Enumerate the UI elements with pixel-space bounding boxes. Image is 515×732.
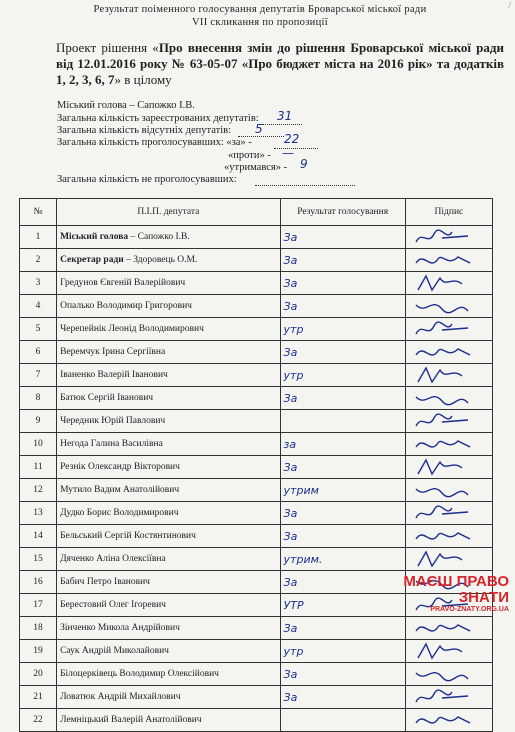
signature-cell [405,502,492,525]
registered-value: 31 [277,109,293,123]
vote-handwritten: За [283,529,298,543]
deputy-name [57,410,280,433]
deputy-fullname: Веремчук Ірина Сергіївна [60,347,166,357]
vote-handwritten: за [283,437,297,451]
table-row [20,548,493,571]
deputy-fullname: Дудко Борис Володимирович [60,508,179,518]
absent-value: 5 [255,122,263,136]
table-row [20,525,493,548]
vote-handwritten: утр [283,322,304,336]
signature-cell [405,525,492,548]
vote-result [280,502,405,525]
row-number: 8 [20,387,57,410]
table-row [20,502,493,525]
deputy-fullname: Ловатюк Андрій Михайлович [60,692,181,702]
deputy-fullname: Батюк Сергій Іванович [60,393,154,403]
vote-result [280,709,405,732]
signature-cell [405,387,492,410]
deputy-name [57,502,280,525]
signature-cell [405,456,492,479]
vote-handwritten: За [283,460,298,474]
deputy-name [57,295,280,318]
document-header [40,3,480,29]
table-row [20,456,493,479]
vote-handwritten: утрим [283,483,319,497]
against-label: «проти» - [228,150,271,161]
vote-result [280,433,405,456]
vote-handwritten: утр [283,644,304,658]
vote-handwritten: За [283,690,298,704]
vote-handwritten: За [283,575,298,589]
vote-result [280,663,405,686]
signature-scribble [412,481,478,501]
row-number: 11 [20,456,57,479]
vote-result [280,226,405,249]
deputy-name [57,640,280,663]
signature-scribble [412,251,478,271]
vote-result [280,479,405,502]
row-number: 12 [20,479,57,502]
signature-scribble [412,642,478,662]
deputy-name [57,617,280,640]
deputy-fullname: Саук Андрій Миколайович [60,646,169,656]
watermark-logo [403,574,509,613]
deputy-name [57,249,280,272]
table-row [20,364,493,387]
table-row [20,249,493,272]
row-number: 17 [20,594,57,617]
header-line-2: VII скликання по пропозиції [192,17,328,28]
project-suffix: » в цілому [114,72,172,87]
row-number: 5 [20,318,57,341]
signature-scribble [412,550,478,570]
deputy-name [57,341,280,364]
not-voted-underline [255,185,355,186]
project-title [56,40,504,88]
deputy-name [57,663,280,686]
deputy-fullname: – Здоровець О.М. [123,255,198,265]
corner-mark: / [508,0,511,10]
vote-handwritten: УТР [283,598,304,612]
deputy-name [57,456,280,479]
not-voted-label: Загальна кількість не проголосувавших: [57,174,237,185]
deputy-name [57,387,280,410]
vote-table [19,198,493,732]
deputy-fullname: – Сапожко І.В. [128,232,190,242]
signature-cell [405,364,492,387]
deputy-name [57,272,280,295]
row-number: 1 [20,226,57,249]
deputy-fullname: Опалько Володимир Григорович [60,301,192,311]
signature-cell [405,548,492,571]
signature-cell [405,663,492,686]
row-number: 16 [20,571,57,594]
signature-scribble [412,458,478,478]
signature-cell [405,617,492,640]
signature-cell [405,249,492,272]
vote-result [280,571,405,594]
row-number: 2 [20,249,57,272]
row-number: 20 [20,663,57,686]
vote-result [280,249,405,272]
signature-cell [405,410,492,433]
vote-result [280,617,405,640]
vote-handwritten: За [283,621,298,635]
vote-result [280,295,405,318]
registered-underline [262,124,302,125]
deputy-name [57,525,280,548]
table-row [20,410,493,433]
table-row [20,663,493,686]
row-number: 18 [20,617,57,640]
deputy-fullname: Дяченко Аліна Олексіївна [60,554,166,564]
vote-handwritten: утрим. [283,552,323,566]
row-number: 4 [20,295,57,318]
voted-label: Загальна кількість проголосувавших: «за» - [57,137,252,148]
table-row [20,318,493,341]
table-header-row [20,199,493,226]
vote-result [280,410,405,433]
signature-scribble [412,297,478,317]
signature-scribble [412,366,478,386]
abstain-label: «утримався» - [224,162,288,173]
signature-scribble [412,412,478,432]
deputy-role: Секретар ради [60,255,124,265]
project-bold: Про внесення змін до рішення Броварської міської ради від 12.01.2016 року № 63-05-07 «Про бюджет міста на 2016 рік» та додатків 1, 2, 3, 6, 7 [56,40,504,87]
row-number: 9 [20,410,57,433]
for-underline [274,148,318,149]
signature-scribble [412,274,478,294]
signature-scribble [412,504,478,524]
vote-handwritten: За [283,667,298,681]
watermark-line-1: МАЄШ ПРАВО [403,573,509,590]
abstain-value: 9 [300,157,308,171]
deputy-name [57,318,280,341]
signature-cell [405,318,492,341]
signature-cell [405,709,492,732]
deputy-fullname: Лемніцький Валерій Анатолійович [60,715,202,725]
vote-result [280,364,405,387]
row-number: 14 [20,525,57,548]
signature-scribble [412,619,478,639]
deputy-fullname: Бабич Петро Іванович [60,577,150,587]
deputy-name [57,709,280,732]
absent-label: Загальна кількість відсутніх депутатів: [57,125,231,136]
deputy-fullname: Іваненко Валерій Іванович [60,370,168,380]
deputy-name [57,571,280,594]
vote-result [280,272,405,295]
vote-result [280,318,405,341]
table-row [20,709,493,732]
table-row [20,295,493,318]
deputy-name [57,433,280,456]
deputy-name [57,686,280,709]
vote-result [280,686,405,709]
row-number: 3 [20,272,57,295]
signature-scribble [412,711,478,731]
vote-result [280,548,405,571]
table-row [20,341,493,364]
vote-result [280,640,405,663]
for-value: 22 [284,132,300,146]
deputy-fullname: Резнік Олександр Вікторович [60,462,180,472]
vote-handwritten: За [283,506,298,520]
signature-cell [405,433,492,456]
col-result: Результат голосування [280,199,405,226]
deputy-fullname: Зінченко Микола Андрійович [60,623,180,633]
deputy-fullname: Білоцерківець Володимир Олексійович [60,669,219,679]
table-row [20,640,493,663]
signature-scribble [412,228,478,248]
signature-cell [405,295,492,318]
vote-handwritten: За [283,345,298,359]
row-number: 19 [20,640,57,663]
vote-result [280,594,405,617]
vote-handwritten: За [283,230,298,244]
table-row [20,226,493,249]
against-value: — [282,146,294,160]
vote-handwritten: утр [283,368,304,382]
col-name: П.І.П. депутата [57,199,280,226]
watermark-url: PRAVO-ZNATY.ORG.UA [430,606,509,613]
table-row [20,387,493,410]
deputy-name [57,226,280,249]
signature-cell [405,272,492,295]
vote-result [280,341,405,364]
project-prefix: Проект рішення « [56,40,159,55]
table-row [20,272,493,295]
signature-scribble [412,320,478,340]
signature-scribble [412,688,478,708]
watermark-line-2: ЗНАТИ [458,589,509,606]
signature-cell [405,686,492,709]
vote-handwritten: За [283,276,298,290]
signature-cell [405,640,492,663]
row-number: 10 [20,433,57,456]
vote-result [280,525,405,548]
deputy-name [57,594,280,617]
signature-cell [405,226,492,249]
vote-handwritten: За [283,299,298,313]
deputy-fullname: Чередник Юрій Павлович [60,416,166,426]
table-row [20,479,493,502]
row-number: 7 [20,364,57,387]
deputy-name [57,479,280,502]
signature-cell [405,479,492,502]
header-line-1: Результат поіменного голосування депутатів Броварської міської ради [93,4,427,15]
deputy-fullname: Мутило Вадим Анатолійович [60,485,180,495]
vote-handwritten: За [283,391,298,405]
deputy-name [57,548,280,571]
col-number: № [20,199,57,226]
table-row [20,686,493,709]
deputy-fullname: Черепейнік Леонід Володимирович [60,324,204,334]
deputy-fullname: Берестовий Олег Ігоревич [60,600,166,610]
row-number: 21 [20,686,57,709]
signature-cell [405,341,492,364]
vote-handwritten: За [283,253,298,267]
deputy-role: Міський голова [60,232,129,242]
table-row [20,433,493,456]
deputy-fullname: Бельський Сергій Костянтинович [60,531,196,541]
registered-label: Загальна кількість зареєстрованих депутатів: [57,113,259,124]
table-row [20,617,493,640]
vote-result [280,456,405,479]
signature-scribble [412,389,478,409]
vote-result [280,387,405,410]
row-number: 22 [20,709,57,732]
mayor-line: Міський голова – Сапожко І.В. [57,100,195,111]
signature-scribble [412,527,478,547]
deputy-fullname: Гредунов Євгеній Валерійович [60,278,186,288]
signature-scribble [412,665,478,685]
signature-scribble [412,343,478,363]
deputy-fullname: Негода Галина Василівна [60,439,163,449]
row-number: 15 [20,548,57,571]
col-signature: Підпис [405,199,492,226]
signature-scribble [412,435,478,455]
row-number: 13 [20,502,57,525]
deputy-name [57,364,280,387]
row-number: 6 [20,341,57,364]
